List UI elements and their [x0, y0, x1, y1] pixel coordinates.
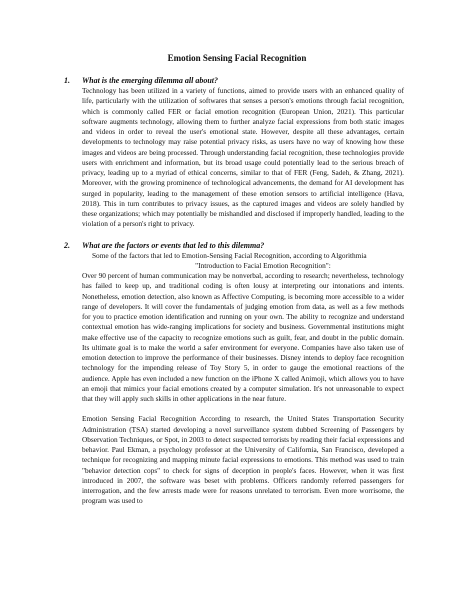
section-1-paragraph: Technology has been utilized in a variety of functions, aimed to provide users with an enhanced quality of life, particularly with the utilization of softwares that senses a person's emotions through facial recognition, which is commonly called FER or facial emotion recognition (European Union, 2021). This particular software augments technology, allowing them to further analyze facial expressions from both static images and videos in order to reveal the user's emotional state. However, despite all these advantages, certain developments to technology may raise potential privacy risks, as users have no way of knowing how these images and videos are being processed. Through understanding facial recognition, these technologies provide users with enrichment and information, but its broad usage could potentially lead to the serious breach of privacy, leading up to a myriad of ethical concerns, similar to that of FER (Feng, Sadeh, & Zhang, 2021). Moreover, with the growing prominence of technological advancements, the demand for AI development has surged in popularity, leading to the management of these emotion sensors to artificial intelligence (Hava, 2018). This in turn contributes to privacy issues, as the captured images and videos are solely handled by these organizations; which may potentially be mishandled and disclosed if improperly handled, leading to the violation of a person's right to privacy.: [82, 86, 404, 229]
document-title: Emotion Sensing Facial Recognition: [167, 53, 307, 63]
question-1: [64, 76, 404, 86]
question-2: [64, 241, 404, 251]
question-2-number: 2.: [64, 240, 70, 250]
section-2-paragraph-1: Over 90 percent of human communication may be nonverbal, according to research; nevertheless, technology has failed to keep up, and traditional coding is often lousy at interpreting our intonations and intents. Nonetheless, emotion detection, also known as Affective Computing, is becoming more accessible to a wider range of developers. It will cover the fundamentals of judging emotion from data, as well as a few methods for you to practice emotion identification and running on your own. The ability to recognize and understand contextual emotion has wide-ranging implications for society and business. Governmental institutions might make effective use of the capacity to recognize emotions such as guilt, fear, and doubt in the public domain. Its ultimate goal is to make the world a safer environment for everyone. Companies have also taken use of emotion detection to improve the performance of their businesses. Disney intends to deploy face recognition technology for the impending release of Toy Story 5, in order to gauge the emotional reactions of the audience. Apple has even included a new function on the iPhone X called Animoji, which allows you to have an emoji that mimics your facial emotions created by a computer simulation. It's not unreasonable to expect that they will apply such skills in other applications in the near future.: [82, 271, 404, 403]
section-2-intro-line-1: Some of the factors that led to Emotion-Sensing Facial Recognition, according to Algorithmia: [92, 250, 367, 260]
question-1-text: What is the emerging dilemma all about?: [82, 76, 219, 85]
paragraph-gap: [64, 404, 404, 414]
question-1-number: 1.: [64, 76, 70, 85]
section-2-intro-line-2: "Introduction to Facial Emotion Recognition":: [195, 260, 331, 270]
section-2-paragraph-2: Emotion Sensing Facial Recognition According to research, the United States Transportation Security Administration (TSA) started developing a novel surveillance system dubbed Screening of Passengers by Observation Techniques, or Spot, in 2003 to detect suspected terrorists by reading their facial expressions and behavior. Paul Ekman, a psychology professor at the University of California, San Francisco, developed a technique for recognizing and mapping minute facial expressions to emotions. This method was used to train "behavior detection cops" to check for signs of deception in people's faces. However, when it was first introduced in 2007, the software was beset with problems. Officers randomly referred passengers for interrogation, and the few arrests made were for reasons unrelated to terrorism. Even more worrisome, the program was used to: [82, 414, 404, 506]
question-2-text: What are the factors or events that led to this dilemma?: [82, 240, 265, 250]
